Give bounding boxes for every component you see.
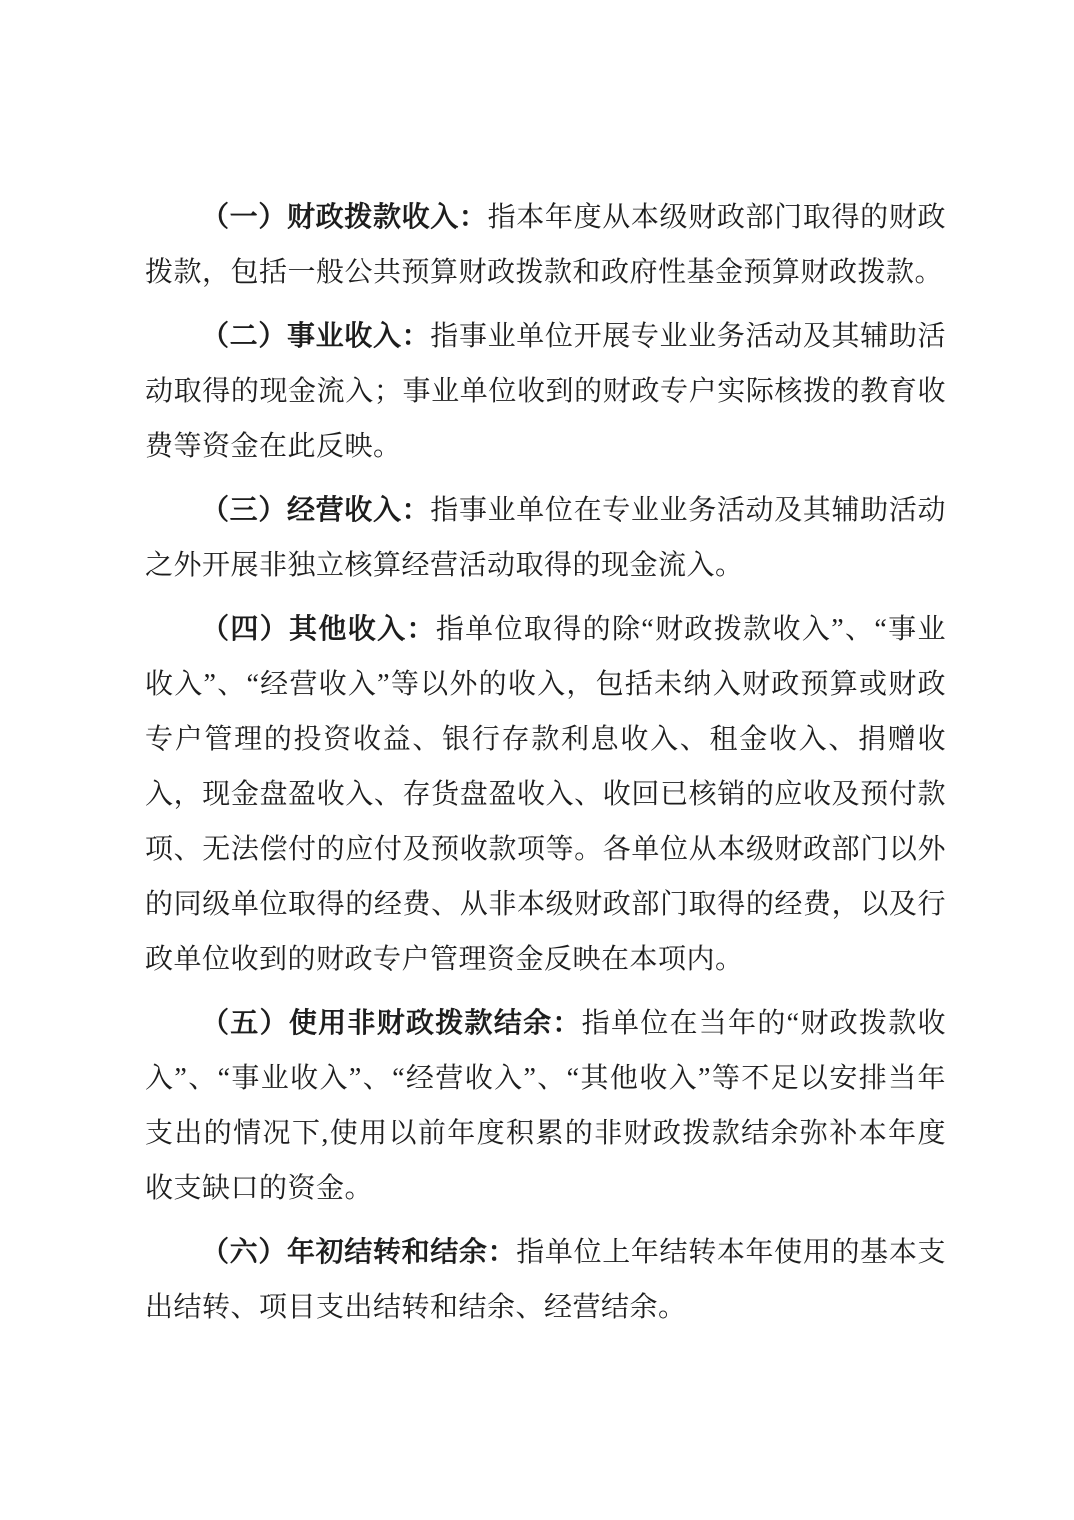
paragraph-6-text: 指单位上年结转本年使用的基本支出结转、项目支出结转和结余、经营结余。 xyxy=(145,1237,946,1323)
paragraph-5-heading: （五）使用非财政拨款结余： xyxy=(201,1008,582,1039)
paragraph-fiscal-appropriation-income xyxy=(145,190,946,300)
document-body xyxy=(145,190,946,1344)
paragraph-3-heading: （三）经营收入： xyxy=(201,495,431,526)
paragraph-5-text: 指单位在当年的“财政拨款收入”、“事业收入”、“经营收入”、“其他收入”等不足以安排当年支出的情况下,使用以前年度积累的非财政拨款结余弥补本年度收支缺口的资金。 xyxy=(145,1008,946,1204)
paragraph-1-text: 指本年度从本级财政部门取得的财政拨款，包括一般公共预算财政拨款和政府性基金预算财政拨款。 xyxy=(145,202,946,288)
paragraph-operating-income xyxy=(145,483,946,593)
paragraph-other-income xyxy=(145,602,946,987)
paragraph-non-fiscal-surplus-use xyxy=(145,996,946,1216)
paragraph-institutional-income xyxy=(145,309,946,474)
paragraph-6-heading: （六）年初结转和结余： xyxy=(201,1237,517,1268)
paragraph-2-text: 指事业单位开展专业业务活动及其辅助活动取得的现金流入；事业单位收到的财政专户实际核拨的教育收费等资金在此反映。 xyxy=(145,321,946,462)
paragraph-2-heading: （二）事业收入： xyxy=(201,321,431,352)
paragraph-4-heading: （四）其他收入： xyxy=(201,614,436,645)
paragraph-1-heading: （一）财政拨款收入： xyxy=(201,202,488,233)
paragraph-4-text: 指单位取得的除“财政拨款收入”、“事业收入”、“经营收入”等以外的收入，包括未纳入财政预算或财政专户管理的投资收益、银行存款利息收入、租金收入、捐赠收入，现金盘盈收入、存货盘盈收入、收回已核销的应收及预付款项、无法偿付的应付及预收款项等。各单位从本级财政部门以外的同级单位取得的经费、从非本级财政部门取得的经费，以及行政单位收到的财政专户管理资金反映在本项内。 xyxy=(145,614,946,975)
paragraph-beginning-year-carryover xyxy=(145,1225,946,1335)
paragraph-3-text: 指事业单位在专业业务活动及其辅助活动之外开展非独立核算经营活动取得的现金流入。 xyxy=(145,495,946,581)
